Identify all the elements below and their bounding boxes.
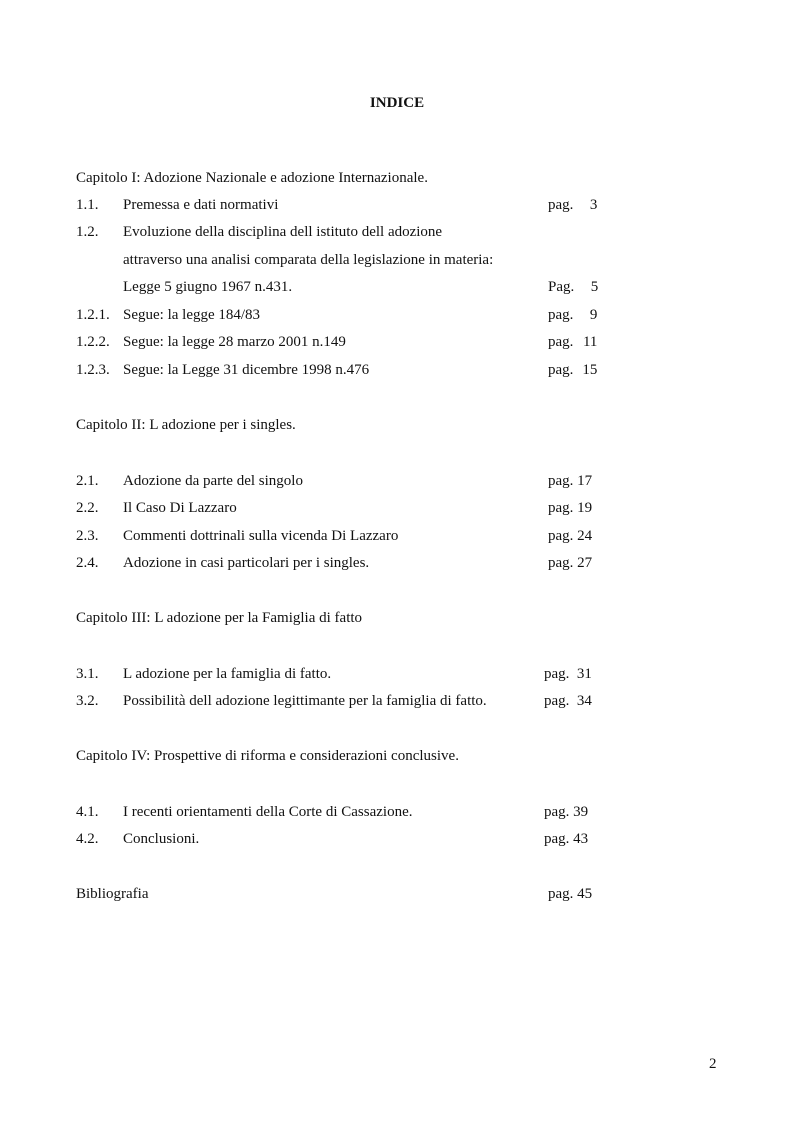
entry-title: Segue: la legge 28 marzo 2001 n.149 [123, 334, 346, 350]
page-label: pag. [544, 831, 570, 847]
bibliography-page [548, 886, 592, 903]
entry-number: 1.2.2. [76, 334, 110, 350]
page-title: INDICE [369, 95, 425, 111]
entry-page [548, 197, 597, 214]
entry-number: 1.2.3. [76, 362, 110, 378]
entry-page [548, 500, 592, 517]
entry-number: 2.3. [76, 528, 99, 544]
page-value: 15 [582, 362, 598, 378]
entry-title: Adozione da parte del singolo [123, 473, 303, 489]
page-label: pag. [544, 666, 570, 682]
entry-title-continued: attraverso una analisi comparata della legislazione in materia: [123, 252, 494, 268]
page-value: 5 [590, 279, 599, 295]
entry-page [548, 362, 597, 379]
entry-number: 2.2. [76, 500, 99, 516]
entry-title: Possibilità dell adozione legittimante per la famiglia di fatto. [123, 693, 487, 709]
entry-title: Conclusioni. [123, 831, 200, 847]
chapter-heading: Capitolo IV: Prospettive di riforma e considerazioni conclusive. [76, 748, 459, 764]
page-label: pag. [548, 500, 574, 516]
page-value: 9 [589, 307, 598, 323]
page-value: 45 [577, 886, 593, 902]
entry-page [544, 666, 592, 683]
entry-title: Segue: la Legge 31 dicembre 1998 n.476 [123, 362, 370, 378]
page-label: pag. [548, 197, 574, 213]
page-label: pag. [548, 307, 574, 323]
entry-page [548, 473, 592, 490]
entry-number: 3.1. [76, 666, 99, 682]
page-label: pag. [544, 693, 570, 709]
entry-page [548, 528, 592, 545]
entry-number: 2.1. [76, 473, 99, 489]
page-value: 34 [576, 693, 592, 709]
entry-title: L adozione per la famiglia di fatto. [123, 666, 332, 682]
page-label: pag. [548, 334, 574, 350]
entry-title: Adozione in casi particolari per i singles. [123, 555, 370, 571]
page-label: pag. [548, 362, 574, 378]
entry-page [544, 693, 592, 710]
entry-page [548, 334, 597, 351]
chapter-heading: Capitolo III: L adozione per la Famiglia di fatto [76, 610, 363, 626]
entry-title: Commenti dottrinali sulla vicenda Di Lazzaro [123, 528, 399, 544]
entry-title: Segue: la legge 184/83 [123, 307, 261, 323]
bibliography-label: Bibliografia [76, 886, 149, 902]
page-label: Pag. [548, 279, 575, 295]
page-label: pag. [548, 473, 574, 489]
entry-page [544, 831, 588, 848]
page-label: pag. [548, 555, 574, 571]
entry-number: 1.2. [76, 224, 99, 240]
entry-title: Evoluzione della disciplina dell istituto dell adozione [123, 224, 443, 240]
entry-number: 3.2. [76, 693, 99, 709]
entry-number: 4.2. [76, 831, 99, 847]
entry-title: Il Caso Di Lazzaro [123, 500, 237, 516]
entry-number: 1.2.1. [76, 307, 110, 323]
page-label: pag. [544, 804, 570, 820]
page-value: 17 [577, 473, 593, 489]
page-value: 24 [577, 528, 593, 544]
entry-number: 4.1. [76, 804, 99, 820]
page-number: 2 [709, 1056, 717, 1072]
page-value: 31 [576, 666, 592, 682]
entry-number: 2.4. [76, 555, 99, 571]
chapter-heading: Capitolo II: L adozione per i singles. [76, 417, 296, 433]
entry-title-continued: Legge 5 giugno 1967 n.431. [123, 279, 293, 295]
entry-page [544, 804, 588, 821]
page-label: pag. [548, 528, 574, 544]
page-value: 43 [573, 831, 589, 847]
entry-number: 1.1. [76, 197, 99, 213]
page-value: 27 [577, 555, 593, 571]
page-value: 39 [573, 804, 589, 820]
entry-page [548, 307, 597, 324]
page-label: pag. [548, 886, 574, 902]
entry-page [548, 279, 598, 296]
page-value: 3 [589, 197, 598, 213]
entry-page [548, 555, 592, 572]
page-value: 11 [582, 334, 598, 350]
chapter-heading: Capitolo I: Adozione Nazionale e adozione Internazionale. [76, 170, 428, 186]
page-value: 19 [577, 500, 593, 516]
entry-title: I recenti orientamenti della Corte di Cassazione. [123, 804, 413, 820]
entry-title: Premessa e dati normativi [123, 197, 279, 213]
